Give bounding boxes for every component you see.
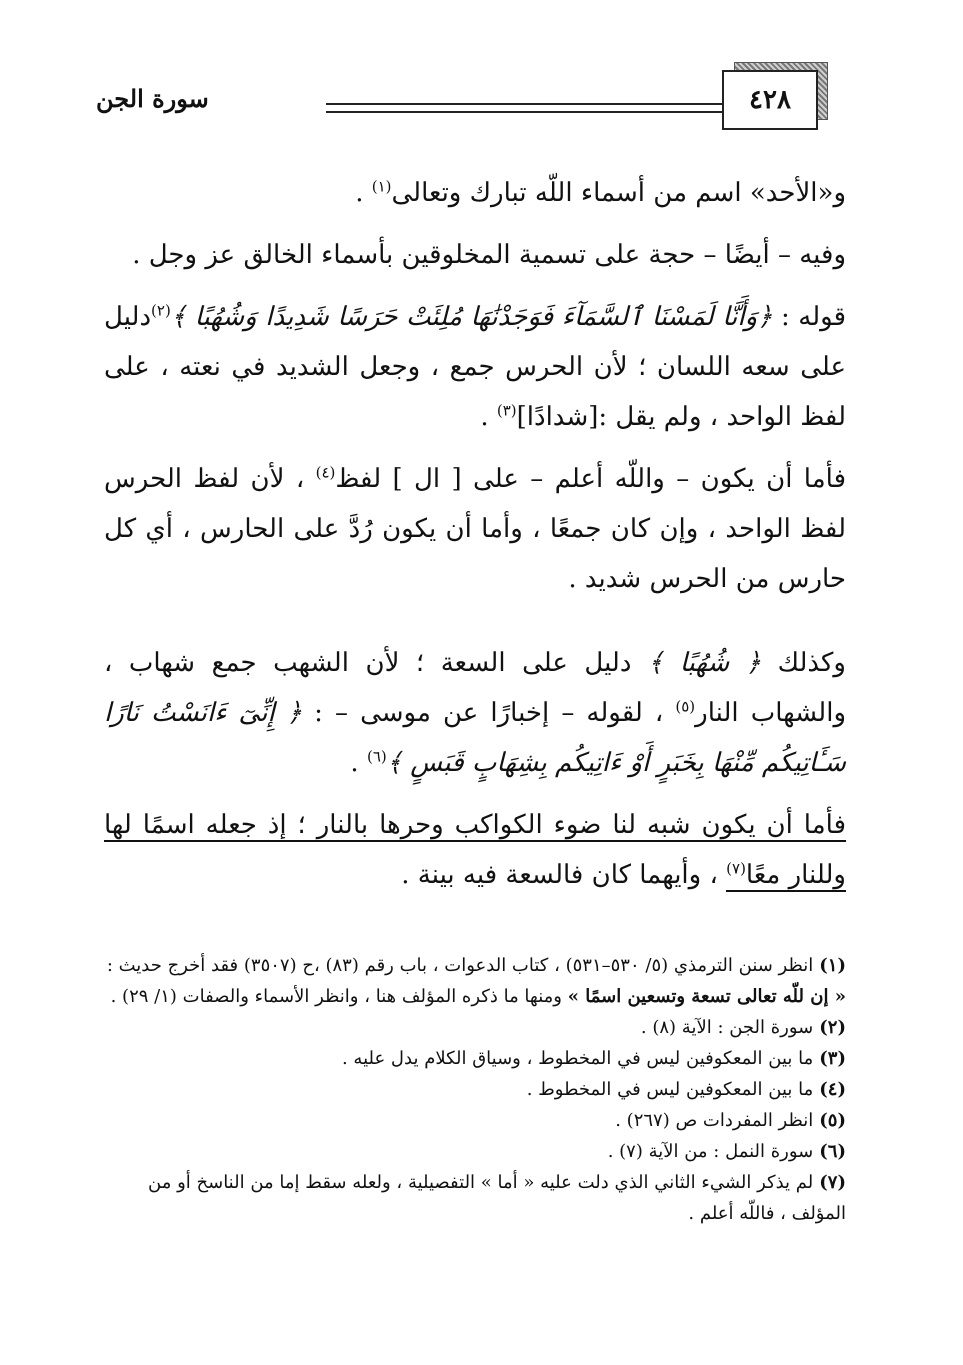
paragraph-text: ، وأيهما كان فالسعة فيه بينة . — [401, 860, 727, 890]
main-text — [104, 168, 846, 912]
footnote-text: لم يذكر الشيء الثاني الذي دلت عليه « أما » التفصيلية ، ولعله سقط إما من الناسخ أو من المؤلف ، فاللّه أعلم . — [148, 1172, 846, 1224]
paragraph — [104, 230, 846, 280]
paragraph-text: و«الأحد» اسم من أسماء اللّه تبارك وتعالى — [391, 178, 846, 208]
paragraph — [104, 454, 846, 604]
paragraph-text: ، لقوله – إخبارًا عن موسى – : — [302, 698, 676, 728]
footnote-number: (٥) — [819, 1110, 846, 1131]
paragraph-text: فأما أن يكون – واللّه أعلم – على [ ال ] لفظ — [335, 464, 846, 494]
paragraph — [104, 292, 846, 442]
paragraph — [104, 168, 846, 218]
footnote-ref: (١) — [371, 177, 392, 196]
footnote-ref: (٢) — [151, 301, 171, 320]
footnotes — [104, 950, 846, 1229]
footnote-ref: (٦) — [366, 747, 387, 766]
footnote-number: (١) — [819, 955, 846, 976]
header-rule — [326, 111, 722, 113]
footnote-ref: (٤) — [315, 463, 336, 482]
footnote-number: (٦) — [819, 1141, 846, 1162]
paragraph-text: ، لأن لفظ الحرس لفظ الواحد ، وإن كان جمعًا ، وأما أن يكون رُدَّ على الحارس ، أي كل حارس من الحرس شديد . — [104, 464, 846, 594]
footnote — [104, 1136, 846, 1167]
footnote-text: انظر سنن الترمذي (٥/ ٥٣٠–٥٣١) ، كتاب الدعوات ، باب رقم (٨٣) ،ح (٣٥٠٧) فقد أخرج حديث : — [106, 955, 814, 976]
footnote-quote: « إن للّه تعالى تسعة وتسعين اسمًا » — [567, 986, 846, 1007]
header-rule — [326, 103, 722, 105]
footnote-text: سورة الجن : الآية (٨) . — [640, 1017, 814, 1038]
paragraph-text: . — [350, 748, 367, 778]
footnote — [104, 950, 846, 1012]
quran-verse: ﴿ إِنِّىٓ ءَانَسْتُ نَارًا سَـَٔاتِيكُم مِّنْهَا بِخَبَرٍ أَوْ ءَاتِيكُم بِشِهَابٍ قَبَسٍ ﴾ — [104, 698, 846, 778]
footnote-text: ومنها ما ذكره المؤلف هنا ، وانظر الأسماء والصفات (١/ ٢٩) . — [110, 986, 568, 1007]
paragraph — [104, 800, 846, 900]
footnote-text: سورة النمل : من الآية (٧) . — [607, 1141, 814, 1162]
paragraph-text-inner: فأما أن يكون شبه لنا ضوء الكواكب وحرها بالنار ؛ إذ جعله اسمًا لها وللنار معًا — [104, 810, 846, 890]
quran-verse: ﴿وَأَنَّا لَمَسْنَا ٱلسَّمَآءَ فَوَجَدْنَٰهَا مُلِئَتْ حَرَسًا شَدِيدًا وَشُهُبًا ﴾ — [170, 302, 773, 332]
footnote-number: (٧) — [819, 1172, 846, 1193]
footnote-ref: (٧) — [726, 859, 746, 878]
paragraph-text: قوله : — [772, 302, 847, 332]
footnote-number: (٤) — [819, 1079, 846, 1100]
footnote — [104, 1074, 846, 1105]
footnote — [104, 1012, 846, 1043]
footnote-number: (٣) — [819, 1048, 846, 1069]
paragraph — [104, 638, 846, 788]
footnote-number: (٢) — [819, 1017, 846, 1038]
paragraph-text: دليل على سعه اللسان ؛ لأن الحرس جمع ، وجعل الشديد في نعته ، على لفظ الواحد ، ولم يقل :[شدادًا] — [104, 302, 846, 432]
paragraph-text: . — [355, 178, 372, 208]
paragraph-text: وكذلك — [761, 648, 846, 678]
footnote — [104, 1167, 846, 1229]
footnote-text: ما بين المعكوفين ليس في المخطوط ، وسياق الكلام يدل عليه . — [341, 1048, 814, 1069]
footnote — [104, 1105, 846, 1136]
paragraph-text: . — [480, 402, 497, 432]
footnote-ref: (٣) — [496, 401, 517, 420]
footnote-ref: (٥) — [675, 697, 696, 716]
paragraph-text: دليل على السعة ؛ لأن الشهب جمع شهاب ، والشهاب النار — [104, 648, 846, 728]
quran-verse: ﴿ شُهُبًا ﴾ — [647, 648, 762, 678]
footnote-text: انظر المفردات ص (٢٦٧) . — [615, 1110, 814, 1131]
footnote-text: ما بين المعكوفين ليس في المخطوط . — [526, 1079, 814, 1100]
surah-name: سورة الجن — [96, 84, 209, 113]
footnote — [104, 1043, 846, 1074]
page-number: ٤٢٨ — [722, 70, 818, 130]
paragraph-text: وفيه – أيضًا – حجة على تسمية المخلوقين بأسماء الخالق عز وجل . — [132, 240, 846, 270]
page-header — [0, 60, 963, 140]
